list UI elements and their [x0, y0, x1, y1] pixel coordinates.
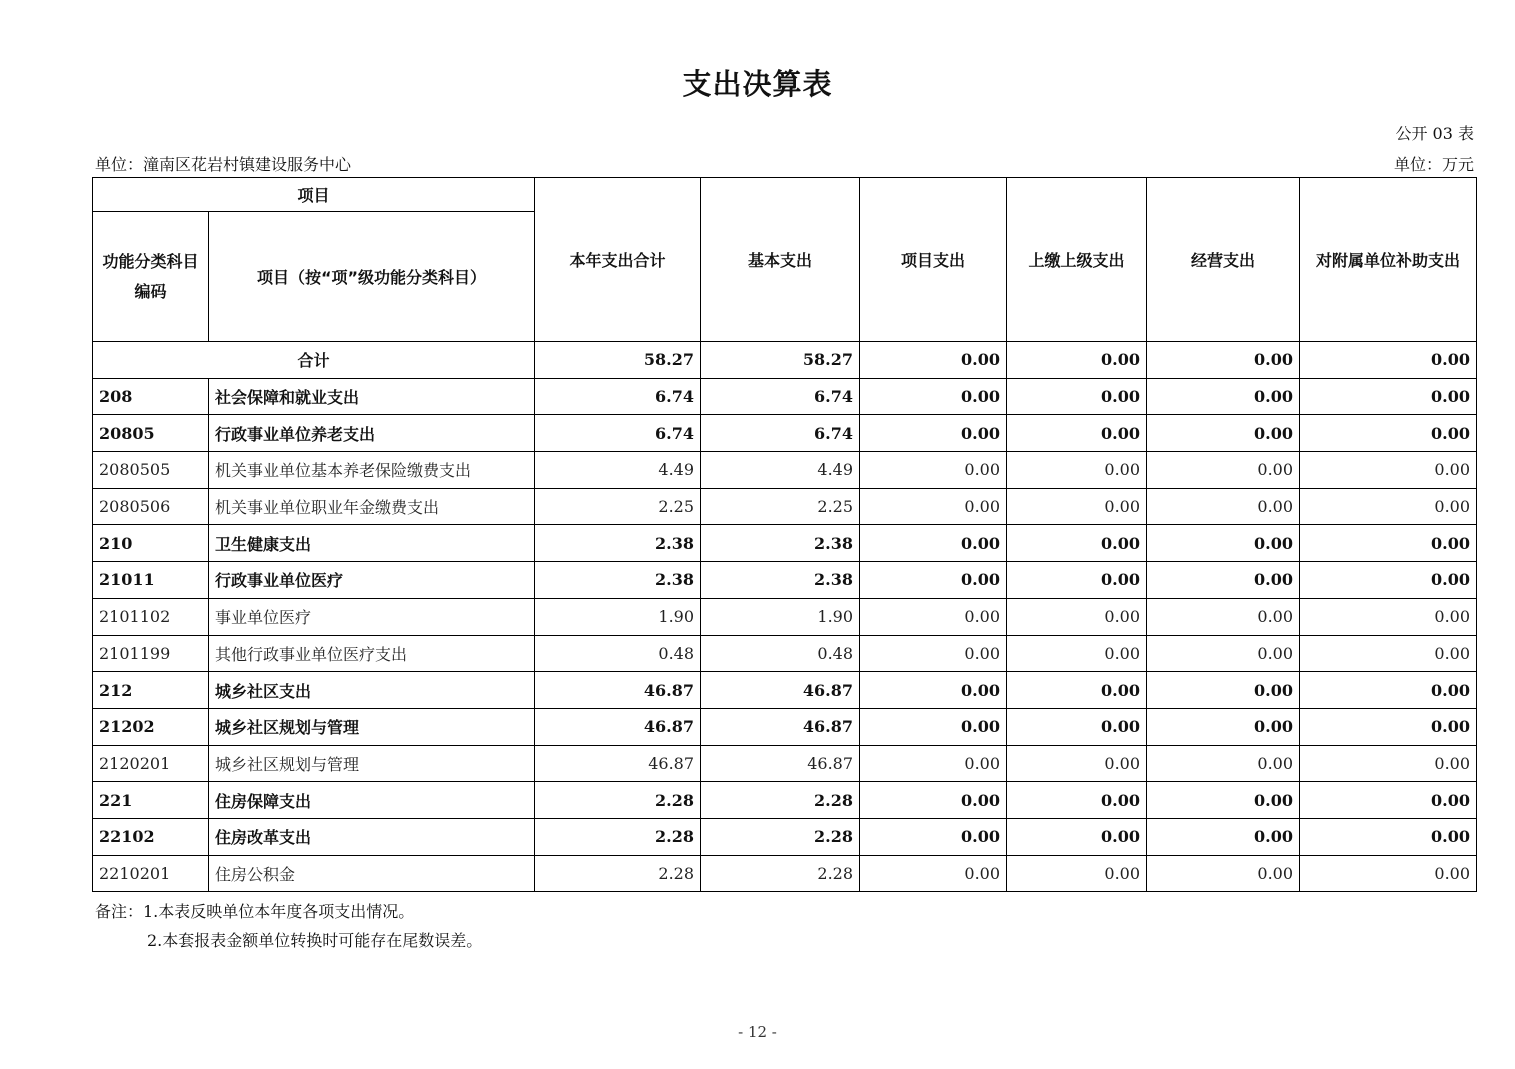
- row-name: 城乡社区规划与管理: [209, 745, 535, 782]
- row-value: 0.00: [1007, 818, 1147, 855]
- row-value: 2.38: [701, 562, 860, 599]
- row-value: 46.87: [701, 745, 860, 782]
- total-cell: 58.27: [535, 342, 701, 379]
- total-row: [93, 342, 1477, 379]
- row-value: 1.90: [535, 598, 701, 635]
- row-value: 0.00: [1007, 525, 1147, 562]
- row-value: 0.00: [1300, 708, 1477, 745]
- row-value: 0.00: [1007, 378, 1147, 415]
- row-value: 0.00: [860, 598, 1007, 635]
- row-name: 社会保障和就业支出: [209, 378, 535, 415]
- row-name: 其他行政事业单位医疗支出: [209, 635, 535, 672]
- table-row: [93, 452, 1477, 489]
- row-code: 20805: [93, 415, 209, 452]
- row-value: 0.00: [860, 818, 1007, 855]
- header-name: 项目（按“项”级功能分类科目）: [209, 212, 535, 342]
- row-value: 0.48: [535, 635, 701, 672]
- row-name: 住房改革支出: [209, 818, 535, 855]
- row-value: 0.00: [1007, 635, 1147, 672]
- total-cell: 0.00: [1147, 342, 1300, 379]
- row-code: 2080505: [93, 452, 209, 489]
- row-code: 2210201: [93, 855, 209, 892]
- row-value: 0.00: [1147, 378, 1300, 415]
- table-row: [93, 598, 1477, 635]
- row-value: 0.48: [701, 635, 860, 672]
- row-value: 0.00: [860, 855, 1007, 892]
- row-name: 行政事业单位养老支出: [209, 415, 535, 452]
- total-label: 合计: [93, 342, 535, 379]
- row-value: 0.00: [860, 378, 1007, 415]
- row-value: 0.00: [1147, 708, 1300, 745]
- row-code: 2101199: [93, 635, 209, 672]
- row-value: 2.25: [701, 488, 860, 525]
- row-value: 0.00: [860, 745, 1007, 782]
- row-value: 0.00: [1300, 782, 1477, 819]
- row-value: 0.00: [860, 562, 1007, 599]
- table-row: [93, 782, 1477, 819]
- row-value: 0.00: [1300, 672, 1477, 709]
- row-value: 0.00: [1007, 782, 1147, 819]
- row-value: 0.00: [1300, 855, 1477, 892]
- row-value: 0.00: [1147, 672, 1300, 709]
- table-row: [93, 562, 1477, 599]
- total-cell: 0.00: [860, 342, 1007, 379]
- row-value: 0.00: [1007, 598, 1147, 635]
- row-value: 0.00: [1300, 745, 1477, 782]
- row-value: 0.00: [1007, 855, 1147, 892]
- row-name: 行政事业单位医疗: [209, 562, 535, 599]
- row-value: 0.00: [1007, 745, 1147, 782]
- row-value: 0.00: [860, 415, 1007, 452]
- row-name: 城乡社区规划与管理: [209, 708, 535, 745]
- header-basic: 基本支出: [701, 178, 860, 342]
- page-title: 支出决算表: [682, 67, 833, 101]
- table-row: [93, 635, 1477, 672]
- total-cell: 0.00: [1300, 342, 1477, 379]
- row-name: 卫生健康支出: [209, 525, 535, 562]
- row-value: 0.00: [1300, 452, 1477, 489]
- row-code: 22102: [93, 818, 209, 855]
- row-value: 0.00: [1300, 818, 1477, 855]
- row-value: 0.00: [1007, 708, 1147, 745]
- row-value: 4.49: [535, 452, 701, 489]
- row-code: 210: [93, 525, 209, 562]
- row-value: 46.87: [535, 708, 701, 745]
- row-value: 2.28: [535, 818, 701, 855]
- row-value: 0.00: [860, 452, 1007, 489]
- note-line: 2.本套报表金额单位转换时可能存在尾数误差。: [147, 931, 483, 950]
- note-line: 备注：1.本表反映单位本年度各项支出情况。: [95, 902, 415, 921]
- table-row: [93, 672, 1477, 709]
- row-code: 221: [93, 782, 209, 819]
- row-name: 事业单位医疗: [209, 598, 535, 635]
- row-value: 46.87: [701, 708, 860, 745]
- header-code: 功能分类科目编码: [93, 212, 209, 342]
- row-name: 城乡社区支出: [209, 672, 535, 709]
- table-row: [93, 378, 1477, 415]
- row-value: 0.00: [1147, 782, 1300, 819]
- row-value: 0.00: [1147, 525, 1300, 562]
- row-name: 机关事业单位基本养老保险缴费支出: [209, 452, 535, 489]
- reporting-unit: 单位：潼南区花岩村镇建设服务中心: [95, 155, 352, 174]
- row-value: 0.00: [860, 672, 1007, 709]
- row-value: 0.00: [1007, 415, 1147, 452]
- table-row: [93, 745, 1477, 782]
- header-upper: 上缴上级支出: [1007, 178, 1147, 342]
- row-value: 2.28: [535, 782, 701, 819]
- row-value: 4.49: [701, 452, 860, 489]
- expenditure-table: [92, 177, 1477, 892]
- row-value: 0.00: [1300, 525, 1477, 562]
- header-total: 本年支出合计: [535, 178, 701, 342]
- row-value: 1.90: [701, 598, 860, 635]
- row-name: 住房公积金: [209, 855, 535, 892]
- table-row: [93, 488, 1477, 525]
- row-value: 0.00: [1300, 488, 1477, 525]
- table-row: [93, 415, 1477, 452]
- row-value: 0.00: [1300, 562, 1477, 599]
- header-project: 项目支出: [860, 178, 1007, 342]
- row-code: 2120201: [93, 745, 209, 782]
- row-value: 0.00: [1147, 598, 1300, 635]
- row-code: 208: [93, 378, 209, 415]
- header-subsidy: 对附属单位补助支出: [1300, 178, 1477, 342]
- total-cell: 58.27: [701, 342, 860, 379]
- row-value: 0.00: [1007, 562, 1147, 599]
- row-value: 0.00: [1300, 415, 1477, 452]
- row-value: 0.00: [1147, 452, 1300, 489]
- row-value: 0.00: [860, 782, 1007, 819]
- row-value: 0.00: [1300, 635, 1477, 672]
- row-code: 212: [93, 672, 209, 709]
- row-value: 0.00: [860, 525, 1007, 562]
- row-value: 2.28: [701, 818, 860, 855]
- row-value: 2.28: [701, 782, 860, 819]
- row-value: 0.00: [1007, 452, 1147, 489]
- row-code: 21202: [93, 708, 209, 745]
- row-value: 0.00: [1147, 488, 1300, 525]
- row-value: 6.74: [535, 415, 701, 452]
- header-item-group: 项目: [93, 178, 535, 212]
- row-value: 2.28: [535, 855, 701, 892]
- row-value: 2.38: [535, 562, 701, 599]
- row-value: 0.00: [1147, 635, 1300, 672]
- row-value: 46.87: [535, 672, 701, 709]
- row-value: 6.74: [535, 378, 701, 415]
- notes: [95, 897, 482, 955]
- table-row: [93, 855, 1477, 892]
- row-name: 机关事业单位职业年金缴费支出: [209, 488, 535, 525]
- row-value: 0.00: [1300, 378, 1477, 415]
- currency-unit: 单位：万元: [1393, 155, 1474, 174]
- row-code: 2080506: [93, 488, 209, 525]
- row-value: 6.74: [701, 415, 860, 452]
- row-value: 0.00: [1147, 562, 1300, 599]
- row-value: 6.74: [701, 378, 860, 415]
- total-cell: 0.00: [1007, 342, 1147, 379]
- table-row: [93, 525, 1477, 562]
- row-value: 46.87: [701, 672, 860, 709]
- row-code: 21011: [93, 562, 209, 599]
- row-value: 0.00: [1300, 598, 1477, 635]
- row-value: 0.00: [1147, 855, 1300, 892]
- row-value: 0.00: [1007, 488, 1147, 525]
- row-value: 2.38: [701, 525, 860, 562]
- header-business: 经营支出: [1147, 178, 1300, 342]
- row-value: 0.00: [1147, 415, 1300, 452]
- row-value: 0.00: [1147, 745, 1300, 782]
- page-number: - 12 -: [738, 1023, 777, 1041]
- row-value: 0.00: [860, 635, 1007, 672]
- row-code: 2101102: [93, 598, 209, 635]
- row-value: 2.38: [535, 525, 701, 562]
- row-value: 46.87: [535, 745, 701, 782]
- row-value: 2.25: [535, 488, 701, 525]
- row-value: 0.00: [860, 488, 1007, 525]
- row-value: 0.00: [860, 708, 1007, 745]
- row-value: 0.00: [1007, 672, 1147, 709]
- row-value: 0.00: [1147, 818, 1300, 855]
- row-name: 住房保障支出: [209, 782, 535, 819]
- table-row: [93, 708, 1477, 745]
- row-value: 2.28: [701, 855, 860, 892]
- table-number: 公开 03 表: [1395, 124, 1474, 143]
- table-row: [93, 818, 1477, 855]
